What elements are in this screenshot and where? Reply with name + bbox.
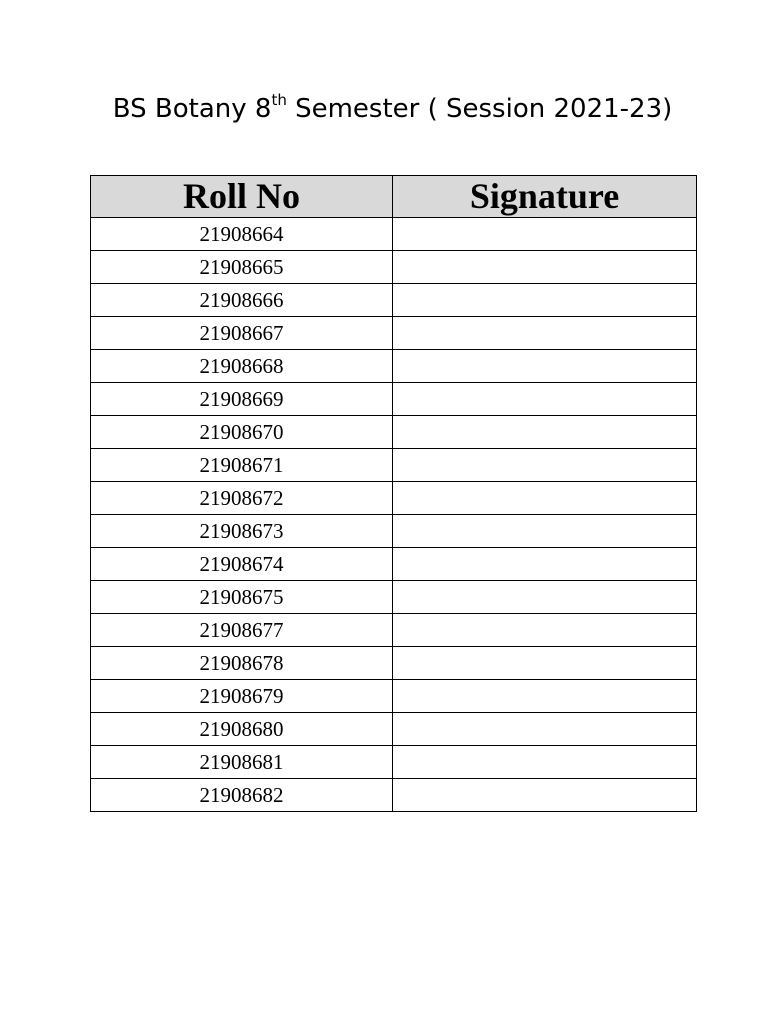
roll-no-cell: 21908672 bbox=[91, 482, 393, 515]
table-row bbox=[91, 680, 697, 713]
signature-cell[interactable] bbox=[393, 449, 697, 482]
signature-cell[interactable] bbox=[393, 548, 697, 581]
table-header-row bbox=[91, 176, 697, 218]
table-row bbox=[91, 746, 697, 779]
signature-cell[interactable] bbox=[393, 218, 697, 251]
page-title bbox=[90, 91, 695, 127]
table-row bbox=[91, 317, 697, 350]
table-row bbox=[91, 647, 697, 680]
signature-cell[interactable] bbox=[393, 251, 697, 284]
roll-no-cell: 21908682 bbox=[91, 779, 393, 812]
header-signature: Signature bbox=[393, 176, 697, 218]
table-row bbox=[91, 515, 697, 548]
signature-cell[interactable] bbox=[393, 581, 697, 614]
table-header bbox=[91, 176, 697, 218]
page-title-superscript: th bbox=[271, 91, 287, 110]
roll-no-cell: 21908673 bbox=[91, 515, 393, 548]
signature-cell[interactable] bbox=[393, 416, 697, 449]
roll-no-cell: 21908666 bbox=[91, 284, 393, 317]
signature-cell[interactable] bbox=[393, 680, 697, 713]
roll-no-cell: 21908679 bbox=[91, 680, 393, 713]
signature-cell[interactable] bbox=[393, 779, 697, 812]
roll-no-cell: 21908669 bbox=[91, 383, 393, 416]
signature-cell[interactable] bbox=[393, 383, 697, 416]
roll-no-cell: 21908665 bbox=[91, 251, 393, 284]
table-row bbox=[91, 416, 697, 449]
table-row bbox=[91, 614, 697, 647]
roll-no-cell: 21908681 bbox=[91, 746, 393, 779]
roll-no-cell: 21908678 bbox=[91, 647, 393, 680]
roll-no-cell: 21908668 bbox=[91, 350, 393, 383]
page-title-suffix: Semester ( Session 2021-23) bbox=[286, 94, 673, 124]
signature-cell[interactable] bbox=[393, 614, 697, 647]
attendance-table bbox=[90, 175, 697, 812]
table-row bbox=[91, 779, 697, 812]
page-title-prefix: BS Botany 8 bbox=[112, 94, 272, 124]
table-row bbox=[91, 548, 697, 581]
roll-no-cell: 21908670 bbox=[91, 416, 393, 449]
roll-no-cell: 21908667 bbox=[91, 317, 393, 350]
roll-no-cell: 21908664 bbox=[91, 218, 393, 251]
signature-cell[interactable] bbox=[393, 713, 697, 746]
signature-cell[interactable] bbox=[393, 317, 697, 350]
signature-cell[interactable] bbox=[393, 482, 697, 515]
roll-no-cell: 21908674 bbox=[91, 548, 393, 581]
roll-no-cell: 21908675 bbox=[91, 581, 393, 614]
table-row bbox=[91, 581, 697, 614]
signature-cell[interactable] bbox=[393, 350, 697, 383]
roll-no-cell: 21908680 bbox=[91, 713, 393, 746]
signature-cell[interactable] bbox=[393, 647, 697, 680]
table-row bbox=[91, 350, 697, 383]
table-row bbox=[91, 383, 697, 416]
signature-cell[interactable] bbox=[393, 746, 697, 779]
table-row bbox=[91, 449, 697, 482]
signature-cell[interactable] bbox=[393, 515, 697, 548]
roll-no-cell: 21908671 bbox=[91, 449, 393, 482]
table-row bbox=[91, 284, 697, 317]
table-row bbox=[91, 482, 697, 515]
roll-no-cell: 21908677 bbox=[91, 614, 393, 647]
table-row bbox=[91, 713, 697, 746]
table-row bbox=[91, 251, 697, 284]
header-roll-no: Roll No bbox=[91, 176, 393, 218]
table-body bbox=[91, 218, 697, 812]
signature-cell[interactable] bbox=[393, 284, 697, 317]
table-row bbox=[91, 218, 697, 251]
